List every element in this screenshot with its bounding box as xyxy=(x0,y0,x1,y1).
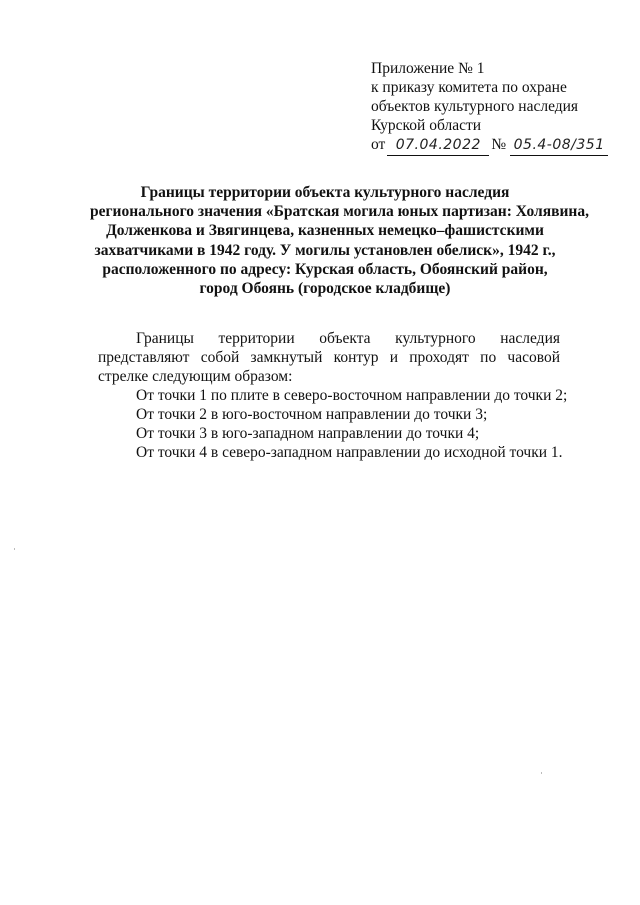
scan-speck xyxy=(541,772,542,774)
title-line: Границы территории объекта культурного наследия xyxy=(140,184,510,201)
title-line: регионального значения «Братская могила юных партизан: Холявина, xyxy=(90,203,589,221)
boundary-point-3: От точки 3 в юго-западном направлении до точки 4; xyxy=(136,425,480,442)
boundary-point-1: От точки 1 по плите в северо-восточном направлении до точки 2; xyxy=(136,387,568,404)
document-body xyxy=(98,329,568,462)
annex-line-2: к приказу комитета по охране xyxy=(371,79,567,96)
annex-line-4: Курской области xyxy=(371,117,482,134)
order-date-number xyxy=(371,135,611,156)
scan-speck xyxy=(14,548,15,550)
title-line: Долженкова и Звягинцева, казненных немецко–фашистскими xyxy=(106,222,544,240)
number-prefix: № xyxy=(491,136,507,153)
title-line: расположенного по адресу: Курская область, Обоянский район, xyxy=(102,260,548,278)
boundary-point-4: От точки 4 в северо-западном направлении до исходной точки 1. xyxy=(136,444,563,461)
annex-header xyxy=(371,59,611,156)
annex-line-3: объектов культурного наследия xyxy=(371,98,579,115)
intro-paragraph: Границы территории объекта культурного наследия представляют собой замкнутый контур и проходят по часовой стрелке следующим образом: xyxy=(98,330,560,385)
title-line: захватчиками в 1942 году. У могилы установлен обелиск», 1942 г., xyxy=(94,241,556,259)
title-line: город Обоянь (городское кладбище) xyxy=(199,280,451,298)
handwritten-order-number: 05.4-08/351 xyxy=(510,136,608,156)
date-prefix: от xyxy=(371,136,386,153)
handwritten-date: 07.04.2022 xyxy=(387,136,489,156)
document-title xyxy=(90,183,589,298)
boundary-point-2: От точки 2 в юго-восточном направлении до точки 3; xyxy=(136,406,488,423)
annex-line-1: Приложение № 1 xyxy=(371,60,485,77)
